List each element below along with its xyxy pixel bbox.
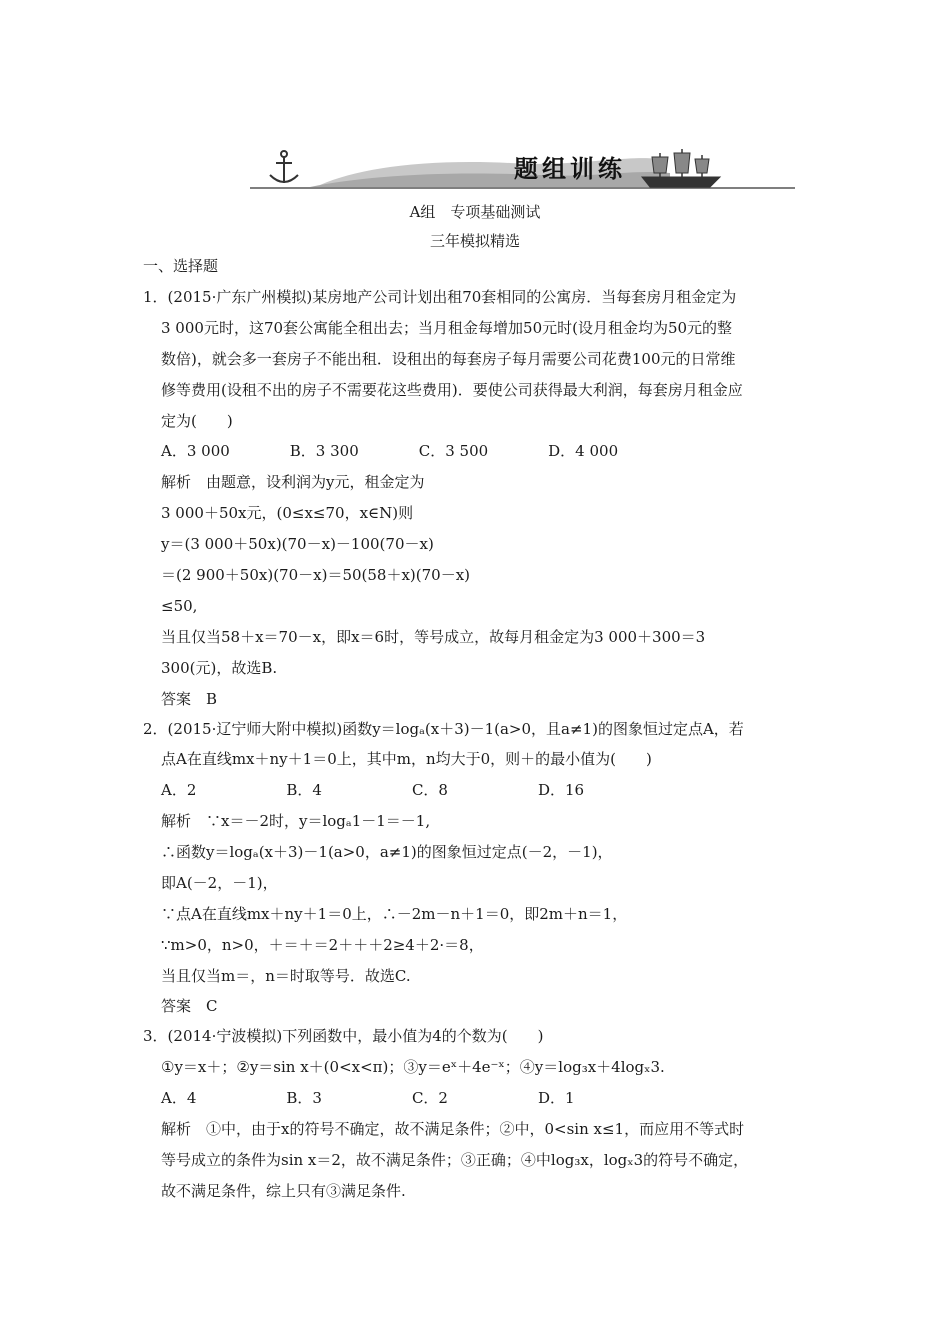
question-1-line-2: 3 000元时，这70套公寓能全租出去；当月租金每增加50元时(设月租金均为50元的整 [161, 319, 733, 337]
solution-1-line-3: y＝(3 000＋50x)(70－x)－100(70－x) [161, 535, 434, 553]
group-title: A组 专项基础测试 [409, 203, 541, 221]
solution-3-line-2: 等号成立的条件为sin x＝2，故不满足条件；③正确；④中log₃x，logₓ3的符号不确定， [161, 1151, 749, 1169]
question-1-options: A．3 000 B．3 300 C．3 500 D．4 000 [161, 442, 619, 460]
solution-2-line-4: ∵点A在直线mx＋ny＋1＝0上，∴－2m－n＋1＝0，即2m＋n＝1， [161, 905, 628, 923]
answer-2: 答案 C [161, 997, 218, 1015]
question-1-line-3: 数倍)，就会多一套房子不能出租．设租出的每套房子每月需要公司花费100元的日常维 [161, 350, 736, 368]
solution-2-line-1: 解析 ∵x＝－2时，y＝logₐ1－1＝－1, [161, 812, 431, 830]
solution-1-line-1: 解析 由题意，设利润为y元，租金定为 [161, 473, 425, 491]
question-2-options: A．2 B．4 C．8 D．16 [161, 781, 585, 799]
solution-2-line-3: 即A(－2，－1)， [161, 874, 278, 892]
question-1-line-4: 修等费用(设租不出的房子不需要花这些费用)．要使公司获得最大利润，每套房月租金应 [161, 381, 743, 399]
question-3-line-2: ①y＝x＋；②y＝sin x＋(0<x<π)；③y＝eˣ＋4e⁻ˣ；④y＝log₃x＋4logₓ3. [161, 1058, 665, 1076]
banner-title: 题组训练 [514, 155, 626, 183]
solution-1-line-5: ≤50, [161, 597, 198, 615]
answer-1: 答案 B [161, 690, 218, 708]
solution-2-line-5: ∵m>0，n>0，＋＝＋＝2＋＋＋2≥4＋2·＝8， [161, 936, 484, 954]
solution-1-line-6: 当且仅当58＋x＝70－x，即x＝6时，等号成立，故每月租金定为3 000＋300＝3 [161, 628, 706, 646]
question-1-line-5: 定为( ) [161, 412, 233, 430]
question-1-line-1: 1．(2015·广东广州模拟)某房地产公司计划出租70套相同的公寓房．当每套房月租金定为 [143, 288, 737, 306]
solution-3-line-3: 故不满足条件，综上只有③满足条件. [161, 1182, 406, 1200]
solution-2-line-6: 当且仅当m＝，n＝时取等号．故选C. [161, 967, 411, 985]
sub-title: 三年模拟精选 [429, 232, 520, 250]
question-3-line-1: 3．(2014·宁波模拟)下列函数中，最小值为4的个数为( ) [143, 1027, 544, 1045]
solution-1-line-7: 300(元)，故选B. [161, 659, 278, 677]
solution-1-line-2: 3 000＋50x元，(0≤x≤70，x∈N)则 [161, 504, 414, 522]
section-banner [250, 145, 795, 193]
question-3-options: A．4 B．3 C．2 D．1 [161, 1089, 575, 1107]
question-2-line-1: 2．(2015·辽宁师大附中模拟)函数y＝logₐ(x＋3)－1(a>0，且a≠1)的图象恒过定点A，若 [143, 720, 744, 738]
solution-1-line-4: ＝(2 900＋50x)(70－x)＝50(58＋x)(70－x) [161, 566, 471, 584]
section-title: 一、选择题 [143, 257, 219, 275]
question-2-line-2: 点A在直线mx＋ny＋1＝0上，其中m，n均大于0，则＋的最小值为( ) [161, 750, 652, 768]
solution-3-line-1: 解析 ①中，由于x的符号不确定，故不满足条件；②中，0<sin x≤1，而应用不等式时 [161, 1120, 745, 1138]
solution-2-line-2: ∴函数y＝logₐ(x＋3)－1(a>0，a≠1)的图象恒过定点(－2，－1)， [161, 843, 613, 861]
